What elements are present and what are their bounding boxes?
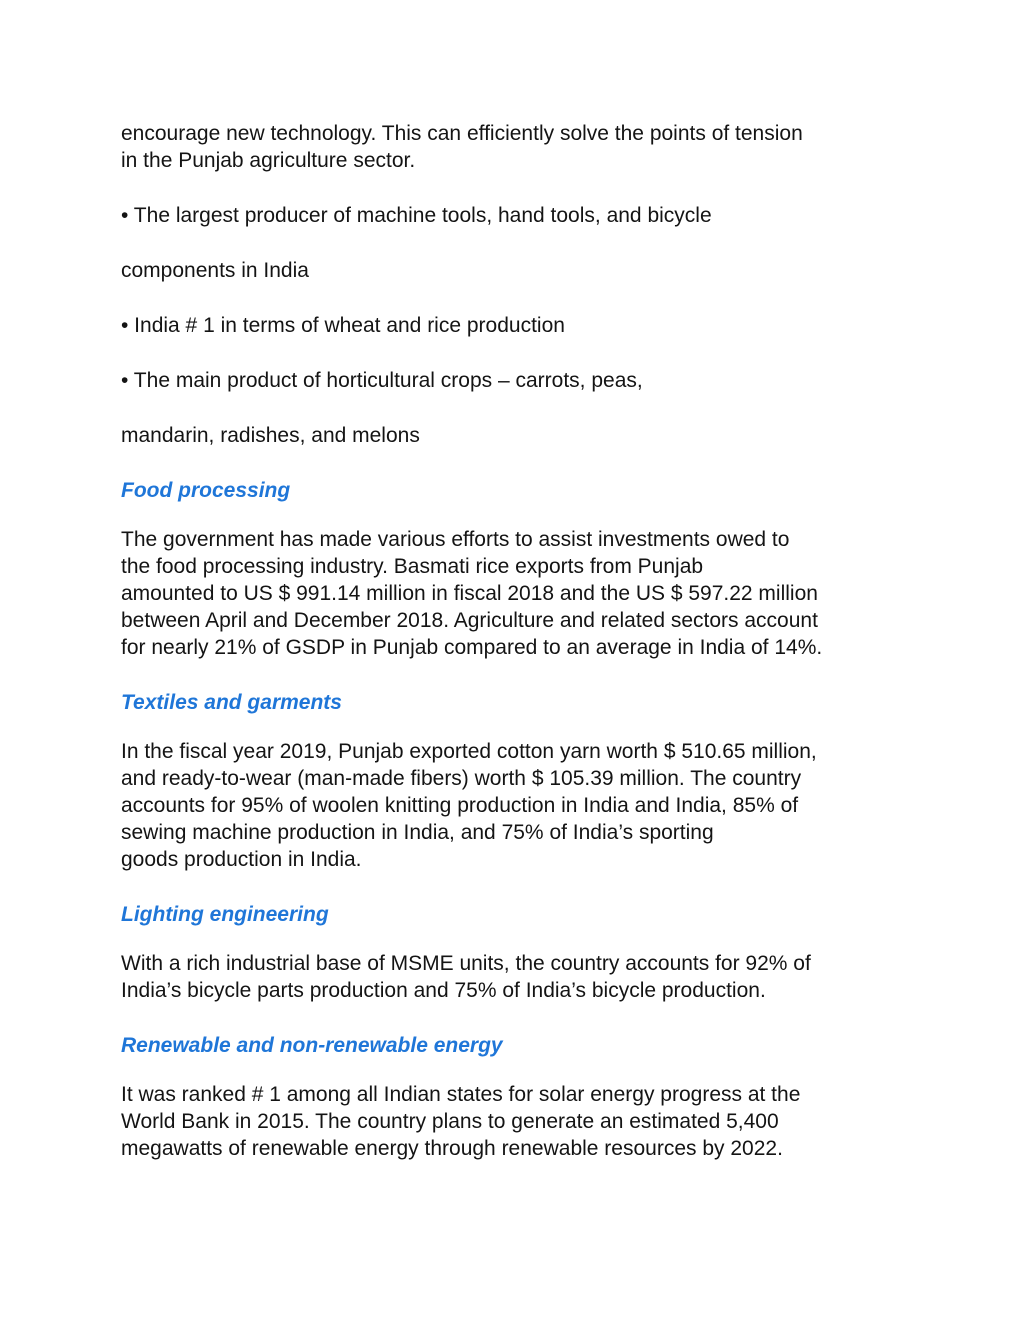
bullet-item: • The largest producer of machine tools, hand tools, and bicycle [121,204,712,227]
text-line: accounts for 95% of woolen knitting production in India and India, 85% of [121,794,799,817]
bullet-continuation: mandarin, radishes, and melons [121,424,420,447]
text-line: megawatts of renewable energy through renewable resources by 2022. [121,1137,783,1160]
bullet-item: • India # 1 in terms of wheat and rice production [121,314,565,337]
text-line: and ready-to-wear (man-made fibers) worth $ 105.39 million. The country [121,767,802,790]
text-line: amounted to US $ 991.14 million in fiscal 2018 and the US $ 597.22 million [121,582,818,605]
textiles-paragraph [121,738,911,873]
food-processing-paragraph [121,526,911,661]
text-line: sewing machine production in India, and 75% of India’s sporting [121,821,714,844]
text-line: in the Punjab agriculture sector. [121,149,416,172]
bullet-item: • The main product of horticultural crops – carrots, peas, [121,369,643,392]
text-line: between April and December 2018. Agriculture and related sectors account [121,609,818,632]
section-heading-lighting-engineering: Lighting engineering [121,903,329,926]
text-line: World Bank in 2015. The country plans to generate an estimated 5,400 [121,1110,779,1133]
energy-paragraph [121,1081,911,1162]
bullet-continuation: components in India [121,259,309,282]
document-page [121,120,911,1162]
lighting-engineering-paragraph [121,950,911,1004]
text-line: India’s bicycle parts production and 75% of India’s bicycle production. [121,979,766,1002]
text-line: goods production in India. [121,848,362,871]
text-line: for nearly 21% of GSDP in Punjab compared to an average in India of 14%. [121,636,823,659]
text-line: The government has made various efforts to assist investments owed to [121,528,790,551]
intro-paragraph [121,120,911,174]
section-heading-textiles: Textiles and garments [121,691,342,714]
text-line: the food processing industry. Basmati rice exports from Punjab [121,555,704,578]
section-heading-energy: Renewable and non-renewable energy [121,1034,503,1057]
text-line: With a rich industrial base of MSME units, the country accounts for 92% of [121,952,811,975]
section-heading-food-processing: Food processing [121,479,291,502]
text-line: It was ranked # 1 among all Indian states for solar energy progress at the [121,1083,801,1106]
text-line: encourage new technology. This can efficiently solve the points of tension [121,122,803,145]
text-line: In the fiscal year 2019, Punjab exported cotton yarn worth $ 510.65 million, [121,740,817,763]
